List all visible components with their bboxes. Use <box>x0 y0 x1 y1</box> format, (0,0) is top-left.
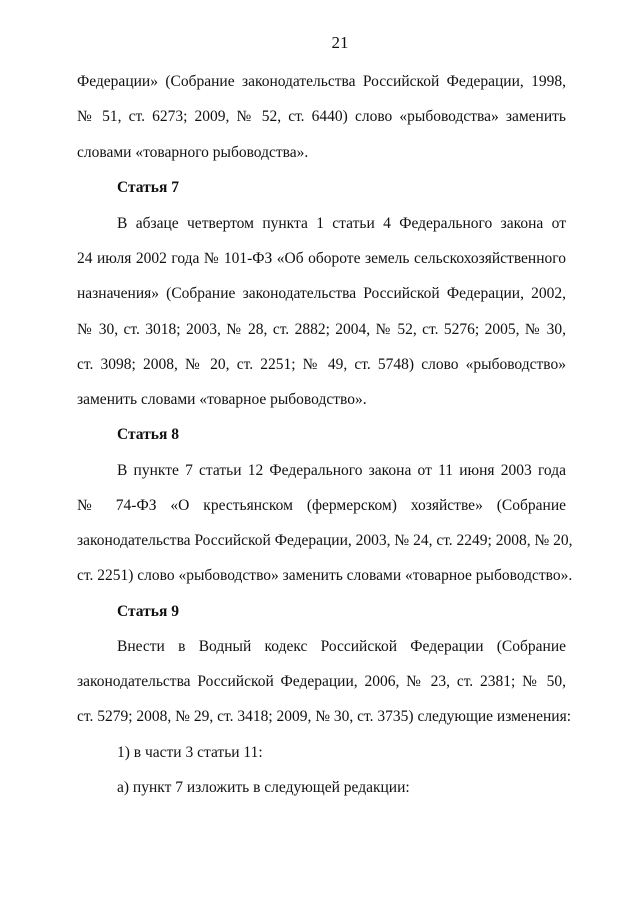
paragraph-line: № 30, ст. 3018; 2003, № 28, ст. 2882; 2004, № 52, ст. 5276; 2005, № 30, <box>77 321 566 338</box>
paragraph-line: законодательства Российской Федерации, 2003, № 24, ст. 2249; 2008, № 20, <box>77 532 573 549</box>
paragraph-line: 24 июля 2002 года № 101-ФЗ «Об обороте земель сельскохозяйственного <box>77 250 566 267</box>
list-item-1: 1) в части 3 статьи 11: <box>117 744 263 761</box>
paragraph-line: № 74-ФЗ «О крестьянском (фермерском) хозяйстве» (Собрание <box>77 497 566 514</box>
paragraph-line: ст. 2251) слово «рыбоводство» заменить словами «товарное рыбоводство». <box>77 567 573 584</box>
paragraph-line: законодательства Российской Федерации, 2006, № 23, ст. 2381; № 50, <box>77 673 566 690</box>
list-item-1a: а) пункт 7 изложить в следующей редакции: <box>117 779 410 796</box>
paragraph-line: В абзаце четвертом пункта 1 статьи 4 Федерального закона от <box>117 215 566 232</box>
page-number: 21 <box>331 33 349 52</box>
paragraph-line: № 51, ст. 6273; 2009, № 52, ст. 6440) слово «рыбоводства» заменить <box>77 108 566 125</box>
article-8-heading: Статья 8 <box>117 426 179 443</box>
article-7-heading: Статья 7 <box>117 179 179 196</box>
paragraph-line: Внести в Водный кодекс Российской Федерации (Собрание <box>117 638 566 655</box>
article-9-heading: Статья 9 <box>117 603 179 620</box>
paragraph-line: ст. 3098; 2008, № 20, ст. 2251; № 49, ст. 5748) слово «рыбоводство» <box>77 356 566 373</box>
paragraph-line: назначения» (Собрание законодательства Российской Федерации, 2002, <box>77 285 566 302</box>
paragraph-line: Федерации» (Собрание законодательства Российской Федерации, 1998, <box>77 73 566 90</box>
paragraph-line: заменить словами «товарное рыбоводство». <box>77 391 367 408</box>
paragraph-line: В пункте 7 статьи 12 Федерального закона от 11 июня 2003 года <box>117 462 566 479</box>
paragraph-line: словами «товарного рыбоводства». <box>77 144 309 161</box>
paragraph-line: ст. 5279; 2008, № 29, ст. 3418; 2009, № 30, ст. 3735) следующие изменения: <box>77 708 572 725</box>
